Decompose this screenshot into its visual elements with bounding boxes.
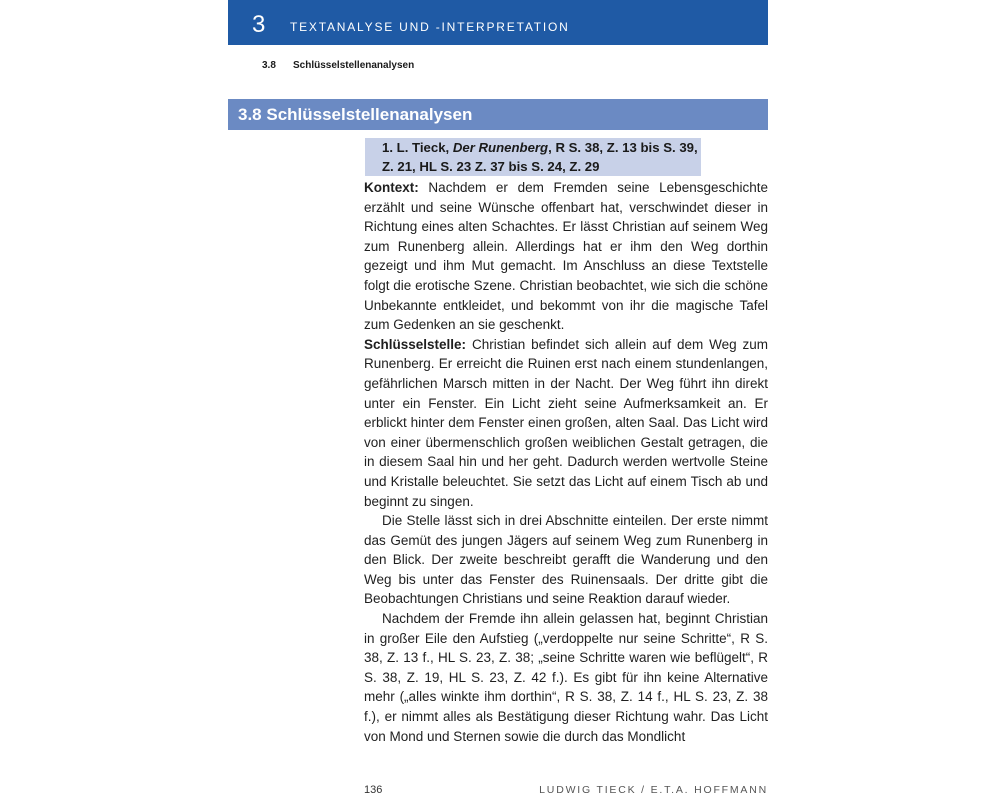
section-title: 3.8 Schlüsselstellenanalysen: [238, 105, 473, 124]
running-head: [262, 60, 414, 71]
body-text: [364, 178, 768, 746]
structure-paragraph: Die Stelle lässt sich in drei Abschnitte einteilen. Der erste nimmt das Gemüt des jungen Jägers auf seinem Weg zum Runenberg in den Blick. Der zweite beschreibt gerafft die Wanderung und den Weg bis unter das Fenster des Ruinensaals. Der dritte gibt die Beobachtungen Christians und seine Reaktion darauf wieder.: [364, 513, 768, 607]
key-passage-reference: [382, 138, 702, 176]
running-head-number: 3.8: [262, 60, 276, 71]
key-passage-label: Schlüsselstelle:: [364, 336, 467, 352]
key-passage-prefix: 1. L. Tieck,: [382, 140, 453, 155]
key-passage-work-title: Der Runenberg: [452, 140, 549, 155]
footer-book-title: LUDWIG TIECK / E.T.A. HOFFMANN: [539, 784, 768, 796]
page-number: 136: [364, 784, 383, 796]
chapter-number: 3: [252, 11, 266, 38]
context-text: Nachdem er dem Fremden seine Lebensgeschichte erzählt und seine Wünsche offenbart hat, verschwindet dieser in Richtung eines alten Schachtes. Er lässt Christian auf seinem Weg zum Runenberg allein. Allerdings hat er ihm den Weg dorthin gezeigt und ihm Mut gemacht. Im Anschluss an diese Textstelle folgt die erotische Szene. Christian beobachtet, wie sich die schöne Unbekannte entkleidet, und bekommt von ihr die magische Tafel zum Gedenken an sie geschenkt.: [364, 180, 768, 333]
key-passage-paragraph: [364, 335, 768, 511]
chapter-title: TEXTANALYSE UND -INTERPRETATION: [290, 20, 570, 34]
running-head-title: Schlüsselstellenanalysen: [293, 60, 415, 71]
context-paragraph: [364, 178, 768, 335]
context-label: Kontext:: [364, 180, 419, 195]
key-passage-citation: , R S. 38, Z. 13 bis S. 39, Z. 21, HL S. 23 Z. 37 bis S. 24, Z. 29: [382, 140, 698, 174]
key-passage-text: Christian befindet sich allein auf dem Weg zum Runenberg. Er erreicht die Ruinen erst nach einem stundenlangen, gefährlichen Marsch mitten in der Nacht. Der Weg führt ihn direkt unter ein Fenster. Ein Licht zieht seine Aufmerksamkeit an. Er erblickt hinter dem Fenster einen großen, alten Saal. Das Licht wird von einer übermenschlich großen weiblichen Gestalt getragen, die in diesem Saal hin und her geht. Dadurch werden wertvolle Steine und Kristalle beleuchtet. Sie setzt das Licht auf einem Tisch ab und beginnt zu singen.: [364, 336, 768, 509]
analysis-paragraph: Nachdem der Fremde ihn allein gelassen hat, beginnt Christian in großer Eile den Aufstieg („verdoppelte nur seine Schritte“, R S. 38, Z. 13 f., HL S. 23, Z. 38; „seine Schritte waren wie beflügelt“, R S. 38, Z. 19, HL S. 23, Z. 42 f.). Es gibt für ihn keine Alternative mehr („alles winkte ihm dorthin“, R S. 38, Z. 14 f., HL S. 23, Z. 38 f.), er nimmt alles als Bestätigung dieser Richtung wahr. Das Licht von Mond und Sternen sowie die durch das Mondlicht: [364, 611, 768, 744]
